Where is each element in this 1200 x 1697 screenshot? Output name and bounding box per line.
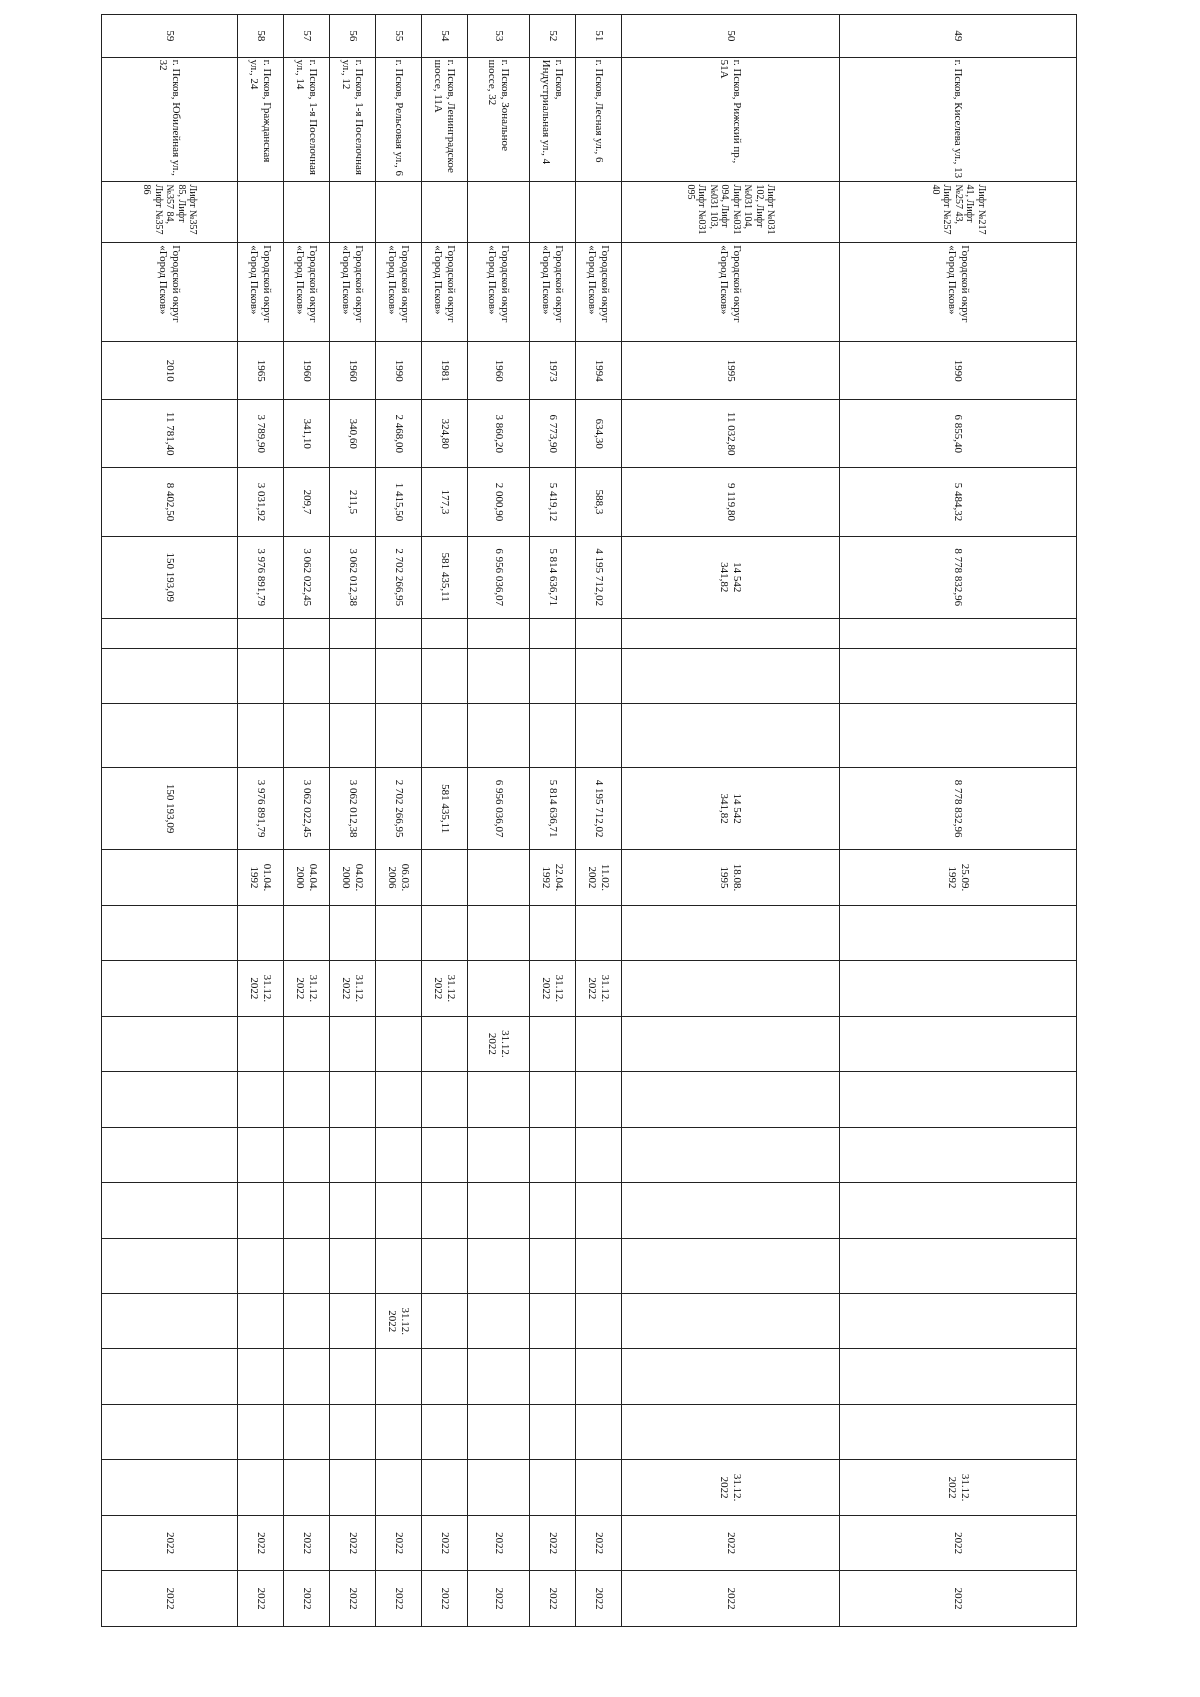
cell-y2: 2022 — [840, 1571, 1077, 1627]
cell-area_total: 3 860,20 — [468, 400, 530, 468]
cell-y1: 2022 — [238, 1515, 284, 1570]
property-register-table — [101, 14, 1077, 1627]
cell-d6 — [622, 1127, 840, 1182]
cell-cost2: 3 062 012,38 — [330, 768, 376, 850]
cell-address: г. Псков, Рижский пр., 51А — [622, 57, 840, 182]
cell-year: 1990 — [376, 342, 422, 400]
cell-d7 — [422, 1183, 468, 1238]
cell-g1 — [238, 618, 284, 648]
cell-d10 — [102, 1349, 238, 1404]
cell-owner: Городской округ «Город Псков» — [622, 243, 840, 342]
cell-d3 — [622, 961, 840, 1016]
cell-d3: 31.12. 2022 — [284, 961, 330, 1016]
cell-d5 — [576, 1072, 622, 1127]
cell-d12 — [422, 1460, 468, 1515]
cell-no: 52 — [530, 15, 576, 58]
cell-year: 1981 — [422, 342, 468, 400]
cell-d12 — [284, 1460, 330, 1515]
cell-d4 — [284, 1016, 330, 1071]
cell-address: г. Псков, 1-я Поселочная ул., 14 — [284, 57, 330, 182]
cell-d2 — [576, 905, 622, 960]
cell-d7 — [102, 1183, 238, 1238]
cell-d1: 06.03. 2006 — [376, 850, 422, 905]
cell-d12 — [330, 1460, 376, 1515]
cell-d7 — [840, 1183, 1077, 1238]
cell-owner: Городской округ «Город Псков» — [238, 243, 284, 342]
cell-d5 — [238, 1072, 284, 1127]
table-row — [376, 15, 422, 1627]
cell-lifts: Лифт №357 85, Лифт №357 84, Лифт №357 86 — [102, 182, 238, 243]
cell-d9 — [330, 1293, 376, 1348]
cell-d8 — [376, 1238, 422, 1293]
cell-d11 — [102, 1404, 238, 1459]
cell-owner: Городской округ «Город Псков» — [330, 243, 376, 342]
cell-d4 — [102, 1016, 238, 1071]
cell-d11 — [622, 1404, 840, 1459]
cell-d12 — [376, 1460, 422, 1515]
cell-cost2: 2 702 266,95 — [376, 768, 422, 850]
cell-owner: Городской округ «Город Псков» — [376, 243, 422, 342]
cell-lifts — [376, 182, 422, 243]
cell-year: 1990 — [840, 342, 1077, 400]
cell-area_living: 5 419,12 — [530, 468, 576, 536]
cell-address: г. Псков, Индустриальная ул., 4 — [530, 57, 576, 182]
cell-d11 — [530, 1404, 576, 1459]
cell-d9 — [840, 1293, 1077, 1348]
cell-cost: 6 956 036,07 — [468, 536, 530, 618]
cell-g1 — [576, 618, 622, 648]
cell-y1: 2022 — [840, 1515, 1077, 1570]
cell-g2 — [468, 648, 530, 703]
cell-d10 — [468, 1349, 530, 1404]
cell-area_living: 588,3 — [576, 468, 622, 536]
cell-g3 — [284, 704, 330, 768]
cell-d3: 31.12. 2022 — [422, 961, 468, 1016]
cell-d7 — [330, 1183, 376, 1238]
cell-no: 59 — [102, 15, 238, 58]
cell-no: 55 — [376, 15, 422, 58]
cell-address: г. Псков, Киселева ул., 13 — [840, 57, 1077, 182]
cell-d4 — [330, 1016, 376, 1071]
cell-owner: Городской округ «Город Псков» — [840, 243, 1077, 342]
cell-g3 — [530, 704, 576, 768]
cell-address: г. Псков, Рельсовая ул., 6 — [376, 57, 422, 182]
cell-d2 — [468, 905, 530, 960]
cell-d6 — [576, 1127, 622, 1182]
cell-d9 — [238, 1293, 284, 1348]
cell-d3 — [376, 961, 422, 1016]
cell-d5 — [622, 1072, 840, 1127]
cell-d5 — [840, 1072, 1077, 1127]
cell-d2 — [622, 905, 840, 960]
cell-d7 — [284, 1183, 330, 1238]
cell-d3: 31.12. 2022 — [330, 961, 376, 1016]
cell-d7 — [530, 1183, 576, 1238]
cell-d7 — [376, 1183, 422, 1238]
cell-address: г. Псков, Гражданская ул., 24 — [238, 57, 284, 182]
cell-cost: 2 702 266,95 — [376, 536, 422, 618]
cell-d5 — [422, 1072, 468, 1127]
cell-d2 — [284, 905, 330, 960]
cell-area_total: 3 789,90 — [238, 400, 284, 468]
cell-address: г. Псков, Лесная ул., 6 — [576, 57, 622, 182]
cell-g1 — [102, 618, 238, 648]
cell-cost: 150 193,09 — [102, 536, 238, 618]
cell-cost2: 3 976 891,79 — [238, 768, 284, 850]
cell-d9 — [622, 1293, 840, 1348]
cell-y2: 2022 — [330, 1571, 376, 1627]
cell-y2: 2022 — [468, 1571, 530, 1627]
cell-y1: 2022 — [468, 1515, 530, 1570]
cell-address: г. Псков, 1-я Поселочная ул., 12 — [330, 57, 376, 182]
cell-d2 — [102, 905, 238, 960]
cell-d1 — [468, 850, 530, 905]
cell-d4 — [376, 1016, 422, 1071]
cell-d12 — [102, 1460, 238, 1515]
cell-d10 — [622, 1349, 840, 1404]
cell-d7 — [468, 1183, 530, 1238]
cell-cost2: 8 778 832,96 — [840, 768, 1077, 850]
cell-area_total: 2 468,00 — [376, 400, 422, 468]
cell-d11 — [840, 1404, 1077, 1459]
cell-no: 58 — [238, 15, 284, 58]
cell-d8 — [284, 1238, 330, 1293]
cell-d5 — [376, 1072, 422, 1127]
cell-d10 — [238, 1349, 284, 1404]
cell-cost2: 6 956 036,07 — [468, 768, 530, 850]
cell-area_living: 211,5 — [330, 468, 376, 536]
cell-d2 — [422, 905, 468, 960]
cell-cost: 3 062 022,45 — [284, 536, 330, 618]
cell-lifts — [530, 182, 576, 243]
cell-d10 — [284, 1349, 330, 1404]
cell-d9: 31.12. 2022 — [376, 1293, 422, 1348]
cell-lifts — [330, 182, 376, 243]
cell-d1: 04.02. 2000 — [330, 850, 376, 905]
cell-d4 — [840, 1016, 1077, 1071]
cell-d8 — [238, 1238, 284, 1293]
cell-d4 — [422, 1016, 468, 1071]
cell-d4 — [530, 1016, 576, 1071]
cell-d7 — [238, 1183, 284, 1238]
cell-d9 — [576, 1293, 622, 1348]
cell-year: 1994 — [576, 342, 622, 400]
cell-g3 — [238, 704, 284, 768]
cell-g2 — [376, 648, 422, 703]
cell-d10 — [376, 1349, 422, 1404]
cell-d1: 18.08. 1995 — [622, 850, 840, 905]
cell-year: 1995 — [622, 342, 840, 400]
cell-g1 — [330, 618, 376, 648]
cell-d5 — [468, 1072, 530, 1127]
cell-d2 — [330, 905, 376, 960]
cell-d8 — [330, 1238, 376, 1293]
cell-y1: 2022 — [622, 1515, 840, 1570]
cell-d1 — [422, 850, 468, 905]
cell-d3: 31.12. 2022 — [576, 961, 622, 1016]
cell-cost: 3 062 012,38 — [330, 536, 376, 618]
cell-y1: 2022 — [284, 1515, 330, 1570]
cell-d12 — [238, 1460, 284, 1515]
cell-g2 — [840, 648, 1077, 703]
cell-g2 — [422, 648, 468, 703]
cell-area_living: 9 119,80 — [622, 468, 840, 536]
cell-d4 — [576, 1016, 622, 1071]
cell-d9 — [284, 1293, 330, 1348]
cell-owner: Городской округ «Город Псков» — [576, 243, 622, 342]
cell-address: г. Псков, Зональное шоссе, 32 — [468, 57, 530, 182]
cell-d5 — [102, 1072, 238, 1127]
cell-cost: 3 976 891,79 — [238, 536, 284, 618]
table-row — [576, 15, 622, 1627]
cell-d8 — [840, 1238, 1077, 1293]
cell-y2: 2022 — [376, 1571, 422, 1627]
cell-lifts — [284, 182, 330, 243]
cell-no: 51 — [576, 15, 622, 58]
cell-no: 50 — [622, 15, 840, 58]
table-row — [840, 15, 1077, 1627]
cell-d6 — [330, 1127, 376, 1182]
cell-g3 — [622, 704, 840, 768]
cell-no: 53 — [468, 15, 530, 58]
cell-g1 — [468, 618, 530, 648]
cell-d10 — [530, 1349, 576, 1404]
cell-d4 — [622, 1016, 840, 1071]
cell-cost2: 14 542 341,82 — [622, 768, 840, 850]
cell-d11 — [376, 1404, 422, 1459]
table-row — [238, 15, 284, 1627]
cell-d1: 01.04. 1992 — [238, 850, 284, 905]
cell-d9 — [102, 1293, 238, 1348]
cell-area_living: 177,3 — [422, 468, 468, 536]
cell-owner: Городской округ «Город Псков» — [102, 243, 238, 342]
cell-d6 — [422, 1127, 468, 1182]
cell-y2: 2022 — [238, 1571, 284, 1627]
cell-d11 — [576, 1404, 622, 1459]
cell-d11 — [284, 1404, 330, 1459]
cell-d10 — [576, 1349, 622, 1404]
cell-no: 56 — [330, 15, 376, 58]
table-row — [530, 15, 576, 1627]
cell-d5 — [530, 1072, 576, 1127]
table-row — [468, 15, 530, 1627]
cell-d10 — [422, 1349, 468, 1404]
cell-g3 — [576, 704, 622, 768]
cell-g3 — [468, 704, 530, 768]
cell-g1 — [840, 618, 1077, 648]
cell-cost: 8 778 832,96 — [840, 536, 1077, 618]
cell-d11 — [238, 1404, 284, 1459]
cell-d6 — [840, 1127, 1077, 1182]
cell-area_living: 8 402,50 — [102, 468, 238, 536]
cell-area_total: 340,60 — [330, 400, 376, 468]
cell-d12: 31.12. 2022 — [840, 1460, 1077, 1515]
cell-cost2: 4 195 712,02 — [576, 768, 622, 850]
cell-owner: Городской округ «Город Псков» — [468, 243, 530, 342]
cell-y2: 2022 — [622, 1571, 840, 1627]
cell-d12 — [468, 1460, 530, 1515]
cell-d9 — [530, 1293, 576, 1348]
cell-d12: 31.12. 2022 — [622, 1460, 840, 1515]
cell-g1 — [376, 618, 422, 648]
cell-y1: 2022 — [422, 1515, 468, 1570]
cell-d3 — [840, 961, 1077, 1016]
cell-y1: 2022 — [102, 1515, 238, 1570]
cell-lifts — [238, 182, 284, 243]
cell-y2: 2022 — [284, 1571, 330, 1627]
cell-area_total: 634,30 — [576, 400, 622, 468]
cell-g2 — [330, 648, 376, 703]
cell-y2: 2022 — [102, 1571, 238, 1627]
cell-lifts — [576, 182, 622, 243]
cell-d8 — [530, 1238, 576, 1293]
cell-d10 — [840, 1349, 1077, 1404]
cell-address: г. Псков, Юбилейная ул., 32 — [102, 57, 238, 182]
cell-d11 — [330, 1404, 376, 1459]
cell-owner: Городской округ «Город Псков» — [422, 243, 468, 342]
table-row — [284, 15, 330, 1627]
cell-year: 1965 — [238, 342, 284, 400]
cell-d1: 22.04. 1992 — [530, 850, 576, 905]
cell-y1: 2022 — [330, 1515, 376, 1570]
cell-d11 — [468, 1404, 530, 1459]
cell-cost: 14 542 341,82 — [622, 536, 840, 618]
cell-y2: 2022 — [422, 1571, 468, 1627]
cell-year: 1973 — [530, 342, 576, 400]
cell-g2 — [622, 648, 840, 703]
cell-g2 — [530, 648, 576, 703]
cell-no: 57 — [284, 15, 330, 58]
cell-y2: 2022 — [576, 1571, 622, 1627]
cell-d1: 11.02. 2002 — [576, 850, 622, 905]
cell-y2: 2022 — [530, 1571, 576, 1627]
cell-g1 — [422, 618, 468, 648]
cell-y1: 2022 — [376, 1515, 422, 1570]
cell-area_total: 11 781,40 — [102, 400, 238, 468]
cell-lifts — [468, 182, 530, 243]
cell-d6 — [102, 1127, 238, 1182]
cell-d2 — [840, 905, 1077, 960]
cell-d9 — [468, 1293, 530, 1348]
cell-g3 — [376, 704, 422, 768]
cell-d2 — [530, 905, 576, 960]
cell-d5 — [284, 1072, 330, 1127]
cell-d9 — [422, 1293, 468, 1348]
cell-area_total: 341,10 — [284, 400, 330, 468]
cell-d3: 31.12. 2022 — [530, 961, 576, 1016]
cell-d6 — [468, 1127, 530, 1182]
table-row — [330, 15, 376, 1627]
cell-cost2: 5 814 636,71 — [530, 768, 576, 850]
cell-area_total: 11 032,80 — [622, 400, 840, 468]
cell-d8 — [622, 1238, 840, 1293]
cell-cost: 4 195 712,02 — [576, 536, 622, 618]
cell-area_total: 6 773,90 — [530, 400, 576, 468]
cell-no: 49 — [840, 15, 1077, 58]
cell-no: 54 — [422, 15, 468, 58]
cell-area_total: 324,80 — [422, 400, 468, 468]
cell-lifts: Лифт №217 41, Лифт №257 43, Лифт №257 40 — [840, 182, 1077, 243]
cell-g2 — [576, 648, 622, 703]
cell-d11 — [422, 1404, 468, 1459]
cell-y1: 2022 — [576, 1515, 622, 1570]
cell-d7 — [622, 1183, 840, 1238]
cell-d6 — [284, 1127, 330, 1182]
cell-cost2: 3 062 022,45 — [284, 768, 330, 850]
cell-g2 — [238, 648, 284, 703]
cell-lifts: Лифт №031 102, Лифт №031 104, Лифт №031 094, Лифт №031 103, Лифт №031 095 — [622, 182, 840, 243]
cell-d4 — [238, 1016, 284, 1071]
cell-g3 — [840, 704, 1077, 768]
cell-d6 — [376, 1127, 422, 1182]
cell-g3 — [422, 704, 468, 768]
cell-cost2: 581 435,11 — [422, 768, 468, 850]
cell-d3 — [102, 961, 238, 1016]
cell-d2 — [376, 905, 422, 960]
cell-area_total: 6 855,40 — [840, 400, 1077, 468]
cell-area_living: 209,7 — [284, 468, 330, 536]
cell-d8 — [576, 1238, 622, 1293]
cell-g1 — [530, 618, 576, 648]
cell-year: 1960 — [468, 342, 530, 400]
cell-g3 — [102, 704, 238, 768]
cell-d8 — [422, 1238, 468, 1293]
cell-area_living: 3 031,92 — [238, 468, 284, 536]
table-row — [622, 15, 840, 1627]
cell-d3 — [468, 961, 530, 1016]
cell-y1: 2022 — [530, 1515, 576, 1570]
cell-cost2: 150 193,09 — [102, 768, 238, 850]
table-row — [102, 15, 238, 1627]
cell-d4: 31.12. 2022 — [468, 1016, 530, 1071]
cell-d1: 04.04. 2000 — [284, 850, 330, 905]
cell-year: 1960 — [284, 342, 330, 400]
cell-d6 — [530, 1127, 576, 1182]
table-row — [422, 15, 468, 1627]
cell-g1 — [622, 618, 840, 648]
cell-cost: 5 814 636,71 — [530, 536, 576, 618]
cell-d8 — [102, 1238, 238, 1293]
cell-year: 1960 — [330, 342, 376, 400]
cell-d8 — [468, 1238, 530, 1293]
cell-d1 — [102, 850, 238, 905]
cell-d10 — [330, 1349, 376, 1404]
cell-cost: 581 435,11 — [422, 536, 468, 618]
cell-owner: Городской округ «Город Псков» — [284, 243, 330, 342]
cell-d2 — [238, 905, 284, 960]
cell-g1 — [284, 618, 330, 648]
cell-area_living: 1 415,50 — [376, 468, 422, 536]
cell-d6 — [238, 1127, 284, 1182]
cell-g2 — [284, 648, 330, 703]
cell-year: 2010 — [102, 342, 238, 400]
cell-lifts — [422, 182, 468, 243]
cell-d5 — [330, 1072, 376, 1127]
cell-g2 — [102, 648, 238, 703]
cell-d7 — [576, 1183, 622, 1238]
cell-d12 — [576, 1460, 622, 1515]
cell-area_living: 5 484,32 — [840, 468, 1077, 536]
cell-d12 — [530, 1460, 576, 1515]
cell-owner: Городской округ «Город Псков» — [530, 243, 576, 342]
cell-address: г. Псков, Ленинградское шоссе, 11А — [422, 57, 468, 182]
cell-d1: 25.09. 1992 — [840, 850, 1077, 905]
cell-area_living: 2 000,90 — [468, 468, 530, 536]
cell-d3: 31.12. 2022 — [238, 961, 284, 1016]
cell-g3 — [330, 704, 376, 768]
